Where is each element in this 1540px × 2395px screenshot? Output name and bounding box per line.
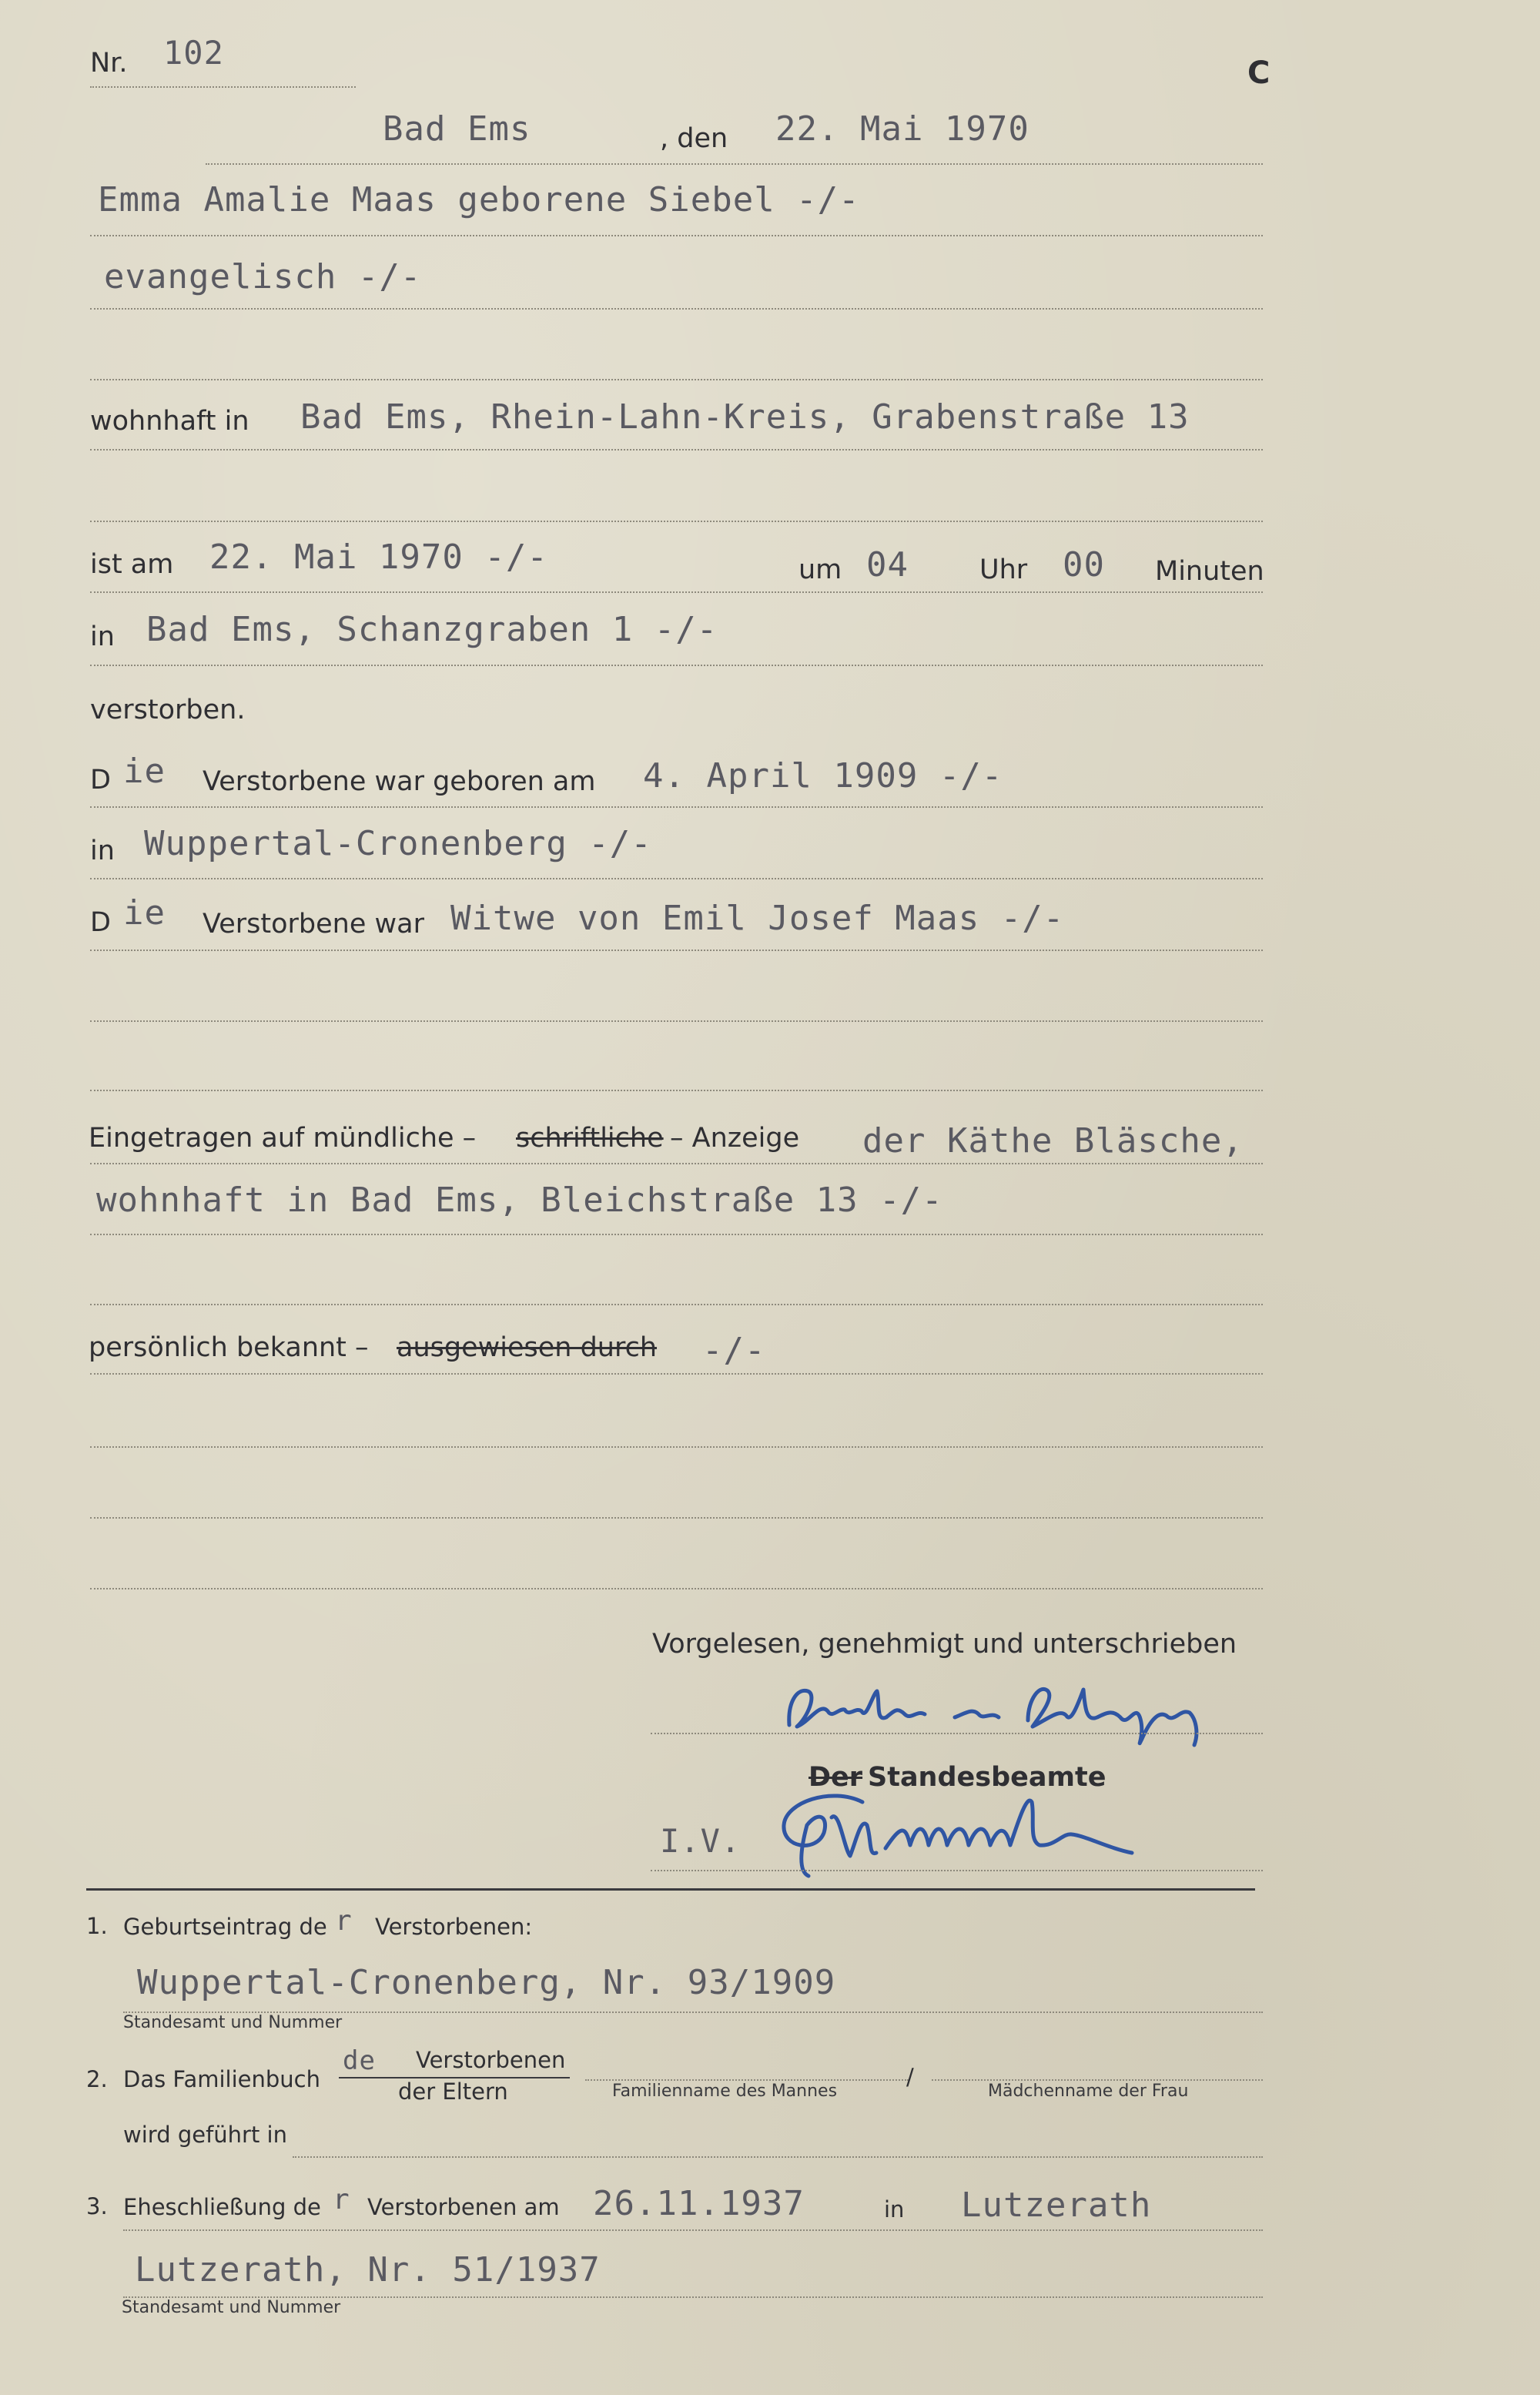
death-date: 22. Mai 1970 -/- <box>209 538 548 577</box>
dotted-line <box>90 1517 1263 1519</box>
note-3-caption: Standesamt und Nummer <box>122 2298 341 2317</box>
dotted-line <box>90 1588 1263 1589</box>
dotted-line <box>90 1090 1263 1091</box>
note-3-in-label: in <box>884 2196 905 2222</box>
death-in-label: in <box>90 621 115 652</box>
registration-label-b: – Anzeige <box>670 1123 800 1154</box>
dotted-line <box>90 878 1263 879</box>
nr-label: Nr. <box>90 48 128 79</box>
note-2-number: 2. <box>86 2066 108 2092</box>
dotted-line <box>585 2079 909 2081</box>
dotted-line <box>90 591 1263 593</box>
deceased-religion: evangelisch -/- <box>104 257 422 296</box>
marital-ie-suffix: ie <box>123 893 166 933</box>
informant-name: der Käthe Bläsche, <box>862 1121 1244 1161</box>
dotted-line <box>90 308 1263 310</box>
note-3-typed-r: r <box>333 2184 350 2216</box>
dotted-line <box>90 235 1263 236</box>
note-3-label-a: Eheschließung de <box>123 2194 321 2220</box>
registration-label-a: Eingetragen auf mündliche – <box>89 1123 477 1154</box>
note-2-typed-de: de <box>343 2045 376 2076</box>
dotted-line <box>90 379 1263 380</box>
informant-address: wohnhaft in Bad Ems, Bleichstraße 13 -/- <box>96 1181 943 1220</box>
note-3-value: Lutzerath, Nr. 51/1937 <box>135 2250 601 2289</box>
dotted-line <box>90 1446 1263 1448</box>
den-label: , den <box>660 123 728 154</box>
wohnhaft-label: wohnhaft in <box>90 406 249 437</box>
dotted-line <box>90 950 1263 951</box>
note-1-label-b: Verstorbenen: <box>375 1914 533 1940</box>
registration-struck: schriftliche <box>516 1123 664 1154</box>
death-place: Bad Ems, Schanzgraben 1 -/- <box>146 610 718 649</box>
registration-place: Bad Ems <box>383 109 531 149</box>
dotted-line <box>90 665 1263 666</box>
note-3-label-b: Verstorbenen am <box>367 2194 560 2220</box>
birth-in-label: in <box>90 836 115 866</box>
death-hour: 04 <box>866 545 909 585</box>
known-value: -/- <box>702 1331 766 1370</box>
birth-ie-suffix: ie <box>123 752 166 791</box>
deceased-address: Bad Ems, Rhein-Lahn-Kreis, Grabenstraße 13 <box>300 397 1190 437</box>
dotted-line <box>90 1234 1263 1235</box>
nr-value: 102 <box>163 34 224 72</box>
note-2-bottom: der Eltern <box>398 2078 508 2105</box>
note-1-caption: Standesamt und Nummer <box>123 2013 343 2032</box>
dotted-line <box>90 1163 1263 1164</box>
note-3-date: 26.11.1937 <box>593 2184 805 2223</box>
note-3-number: 3. <box>86 2193 108 2219</box>
minuten-label: Minuten <box>1155 556 1264 587</box>
dotted-line <box>932 2079 1263 2081</box>
known-struck: ausgewiesen durch <box>397 1332 658 1363</box>
ist-am-label: ist am <box>90 549 174 580</box>
corner-letter: C <box>1247 55 1270 91</box>
dotted-line <box>90 1020 1263 1022</box>
marital-d-prefix: D <box>90 907 111 938</box>
marital-status: Witwe von Emil Josef Maas -/- <box>450 899 1065 938</box>
uhr-label: Uhr <box>979 554 1028 585</box>
note-1-value: Wuppertal-Cronenberg, Nr. 93/1909 <box>137 1963 836 2002</box>
deceased-name: Emma Amalie Maas geborene Siebel -/- <box>98 180 860 219</box>
death-minutes: 00 <box>1063 545 1105 585</box>
dotted-line <box>90 86 356 88</box>
birth-date: 4. April 1909 -/- <box>643 756 1003 796</box>
note-2-wife-caption: Mädchenname der Frau <box>988 2082 1189 2101</box>
dotted-line <box>90 806 1263 808</box>
um-label: um <box>798 554 842 585</box>
note-2-label: Das Familienbuch <box>123 2066 320 2092</box>
registration-date: 22. Mai 1970 <box>775 109 1029 149</box>
known-label: persönlich bekannt – <box>89 1332 369 1363</box>
informant-signature <box>774 1671 1251 1764</box>
read-approved-label: Vorgelesen, genehmigt und unterschrieben <box>652 1629 1237 1660</box>
der-struck: Der <box>808 1762 863 1793</box>
note-2-slash: / <box>906 2064 914 2090</box>
dotted-line <box>90 449 1263 451</box>
dotted-line <box>206 163 1263 165</box>
dotted-line <box>651 1870 1263 1871</box>
birth-label: Verstorbene war geboren am <box>203 766 596 797</box>
note-2-husband-caption: Familienname des Mannes <box>612 2082 838 2101</box>
verstorben-label: verstorben. <box>90 695 246 725</box>
note-2-top: Verstorbenen <box>416 2047 566 2073</box>
dotted-line <box>90 521 1263 522</box>
iv-label: I.V. <box>660 1822 742 1860</box>
note-1-typed-r: r <box>335 1905 353 1937</box>
separator-line <box>86 1888 1255 1891</box>
marital-label: Verstorbene war <box>203 909 424 940</box>
birth-d-prefix: D <box>90 765 111 796</box>
registrar-title: Standesbeamte <box>868 1762 1106 1793</box>
dotted-line <box>651 1733 1263 1734</box>
note-2-label-b: wird geführt in <box>123 2122 287 2148</box>
note-1-label-a: Geburtseintrag de <box>123 1914 327 1940</box>
birth-place: Wuppertal-Cronenberg -/- <box>144 824 652 863</box>
dotted-line <box>293 2156 1263 2158</box>
note-3-place: Lutzerath <box>961 2186 1152 2225</box>
note-1-number: 1. <box>86 1913 108 1939</box>
dotted-line <box>90 1304 1263 1305</box>
dotted-line <box>90 1373 1263 1375</box>
dotted-line <box>123 2229 1263 2231</box>
